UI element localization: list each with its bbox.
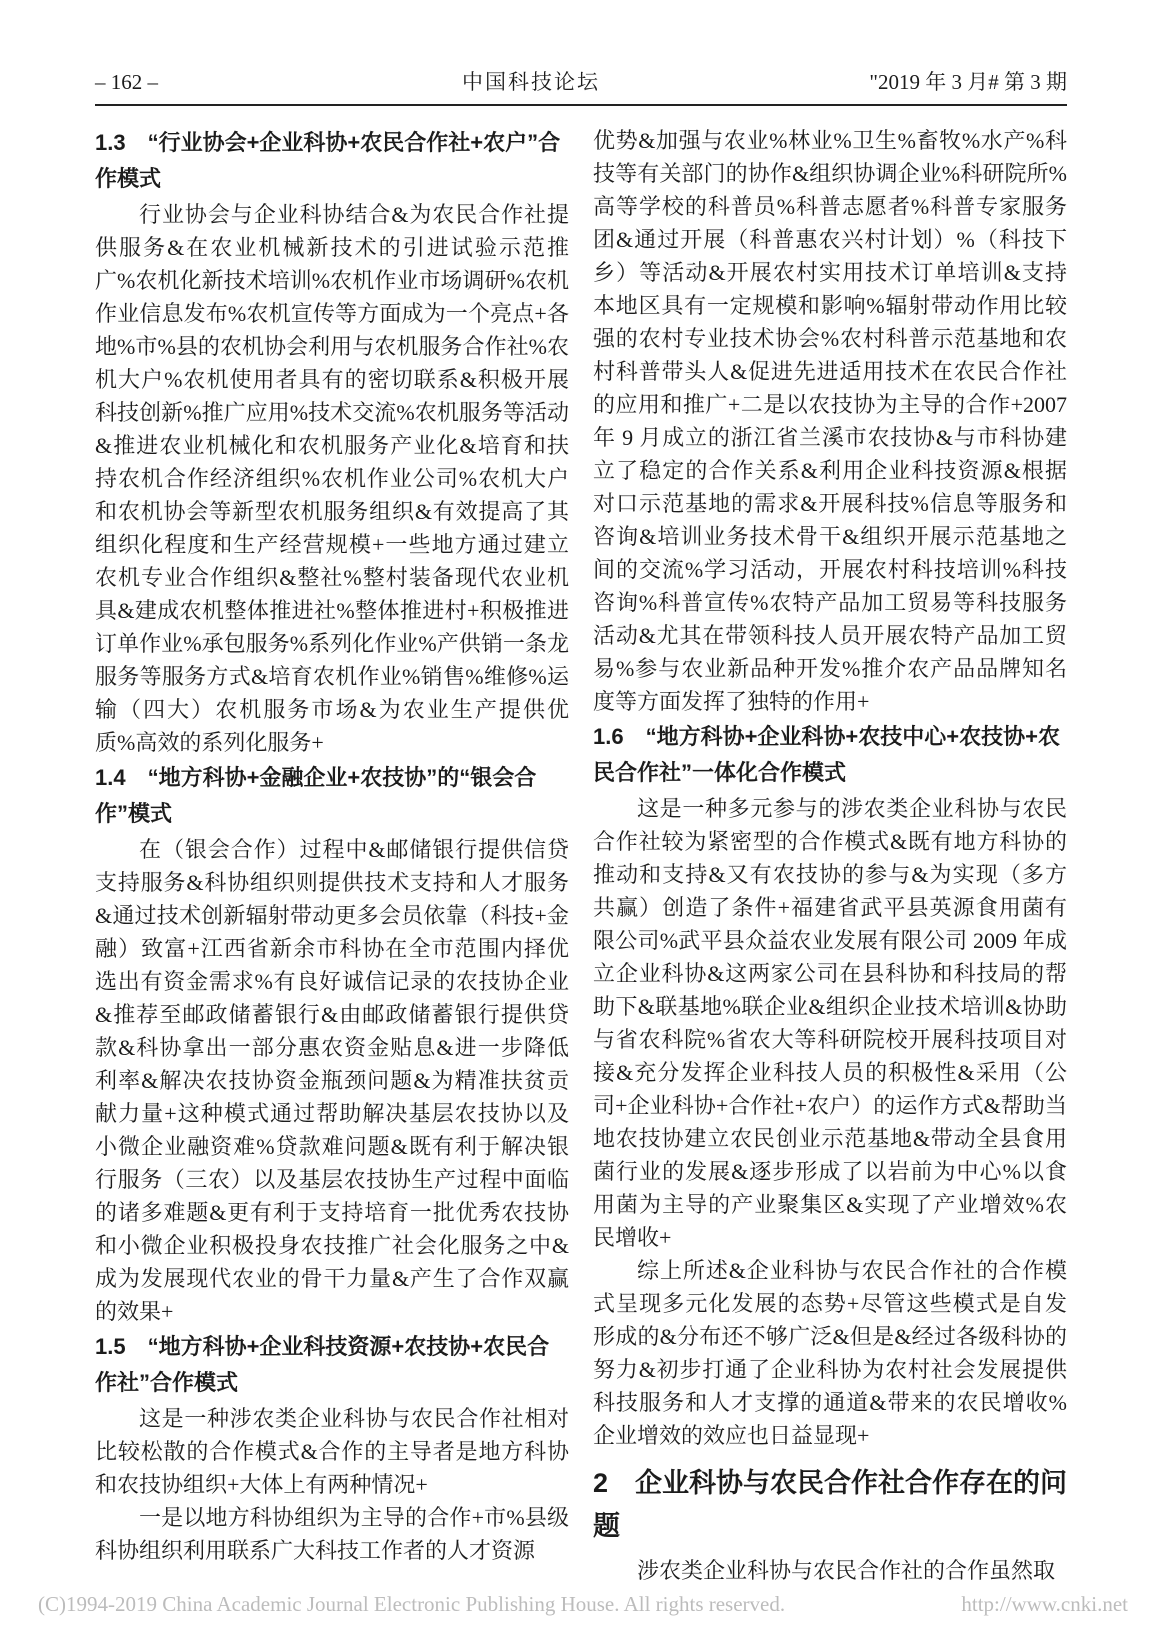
paragraph-1-4: 在（银会合作）过程中&邮储银行提供信贷支持服务&科协组织则提供技术支持和人才服务&通过技术创新辐射带动更多会员依靠（科技+金融）致富+江西省新余市科协在全市范围内择优选出有资金需求%有良好诚信记录的农技协企业&推荐至邮政储蓄银行&由邮政储蓄银行提供贷款&科协拿出一部分惠农资金贴息&进一步降低利率&解决农技协资金瓶颈问题&为精准扶贫贡献力量+这种模式通过帮助解决基层农技协以及小微企业融资难%贷款难问题&既有利于解决银行服务（三农）以及基层农技协生产过程中面临的诸多难题&更有利于支持培育一批优秀农技协和小微企业积极投身农技推广社会化服务之中&成为发展现代农业的骨干力量&产生了合作双赢的效果+ [95,837,569,1324]
paragraph-1-5a: 这是一种涉农类企业科协与农民合作社相对比较松散的合作模式&合作的主导者是地方科协和农技协组织+大体上有两种情况+ [95,1406,569,1497]
paragraph-1-5b: 一是以地方科协组织为主导的合作+市%县级科协组织利用联系广大科技工作者的人才资源 [95,1505,569,1563]
copyright-notice: (C)1994-2019 China Academic Journal Electronic Publishing House. All rights reserved. [38,1592,786,1616]
section-heading-2: 2 企业科协与农民合作社合作存在的问题 [593,1468,1068,1541]
page-number: – 162 – [95,70,158,94]
journal-title: 中国科技论坛 [462,70,600,94]
two-column-body [95,124,1067,1587]
subsection-heading-1-4: 1.4 “地方科协+金融企业+农技协”的“银会合作”模式 [95,765,537,826]
page-header [95,66,1067,96]
header-rule [95,104,1067,106]
page-footer [38,1592,1128,1617]
subsection-heading-1-3: 1.3 “行业协会+企业科协+农民合作社+农户”合作模式 [95,130,561,191]
paragraph-continuation: 优势&加强与农业%林业%卫生%畜牧%水产%科技等有关部门的协作&组织协调企业%科研院所%高等学校的科普员%科普志愿者%科普专家服务团&通过开展（科普惠农兴村计划）%（科技下乡）等活动&开展农村实用技术订单培训&支持本地区具有一定规模和影响%辐射带动作用比较强的农村专业技术协会%农村科普示范基地和农村科普带头人&促进先进适用技术在农民合作社的应用和推广+二是以农技协为主导的合作+2007 年 9 月成立的浙江省兰溪市农技协&与市科协建立了稳定的合作关系&利用企业科技资源&根据对口示范基地的需求&开展科技%信息等服务和咨询&培训业务技术骨干&组织开展示范基地之间的交流%学习活动，开展农村科技培训%科技咨询%科普宣传%农特产品加工贸易等科技服务活动&尤其在带领科技人员开展农特产品加工贸易%参与农业新品种开发%推介农产品品牌知名度等方面发挥了独特的作用+ [593,128,1067,714]
paragraph-1-3: 行业协会与企业科协结合&为农民合作社提供服务&在农业机械新技术的引进试验示范推广%农机化新技术培训%农机作业市场调研%农机作业信息发布%农机宣传等方面成为一个亮点+各地%市%县的农机协会利用与农机服务合作社%农机大户%农机使用者具有的密切联系&积极开展科技创新%推广应用%技术交流%农机服务等活动&推进农业机械化和农机服务产业化&培育和扶持农机合作经济组织%农机作业公司%农机大户和农机协会等新型农机服务组织&有效提高了其组织化程度和生产经营规模+一些地方通过建立农机专业合作组织&整社%整村装备现代农业机具&建成农机整体推进社%整体推进村+积极推进订单作业%承包服务%系列化作业%产供销一条龙服务等服务方式&培育农机作业%销售%维修%运输（四大）农机服务市场&为农业生产提供优质%高效的系列化服务+ [95,202,569,755]
subsection-heading-1-6: 1.6 “地方科协+企业科协+农技中心+农技协+农民合作社”一体化合作模式 [593,724,1060,785]
cnki-url: http://www.cnki.net [961,1592,1128,1616]
paragraph-1-6: 这是一种多元参与的涉农类企业科协与农民合作社较为紧密型的合作模式&既有地方科协的推动和支持&又有农技协的参与&为实现（多方共赢）创造了条件+福建省武平县英源食用菌有限公司%武平县众益农业发展有限公司 2009 年成立企业科协&这两家公司在县科协和科技局的帮助下&联基地%联企业&组织企业技术培训&协助与省农科院%省农大等科研院校开展科技项目对接&充分发挥企业科技人员的积极性&采用（公司+企业科协+合作社+农户）的运作方式&帮助当地农技协建立农民创业示范基地&带动全县食用菌行业的发展&逐步形成了以岩前为中心%以食用菌为主导的产业聚集区&实现了产业增效%农民增收+ [593,796,1067,1250]
issue-info: "2019 年 3 月# 第 3 期 [869,70,1067,94]
subsection-heading-1-5: 1.5 “地方科协+企业科技资源+农技协+农民合作社”合作模式 [95,1334,550,1395]
right-column [593,124,1067,1587]
left-column [95,124,569,1587]
paragraph-summary: 综上所述&企业科协与农民合作社的合作模式呈现多元化发展的态势+尽管这些模式是自发形成的&分布还不够广泛&但是&经过各级科协的努力&初步打通了企业科协为农村社会发展提供科技服务和人才支撑的通道&带来的农民增收%企业增效的效应也日益显现+ [593,1258,1067,1448]
paragraph-2-intro: 涉农类企业科协与农民合作社的合作虽然取 [637,1558,1056,1583]
